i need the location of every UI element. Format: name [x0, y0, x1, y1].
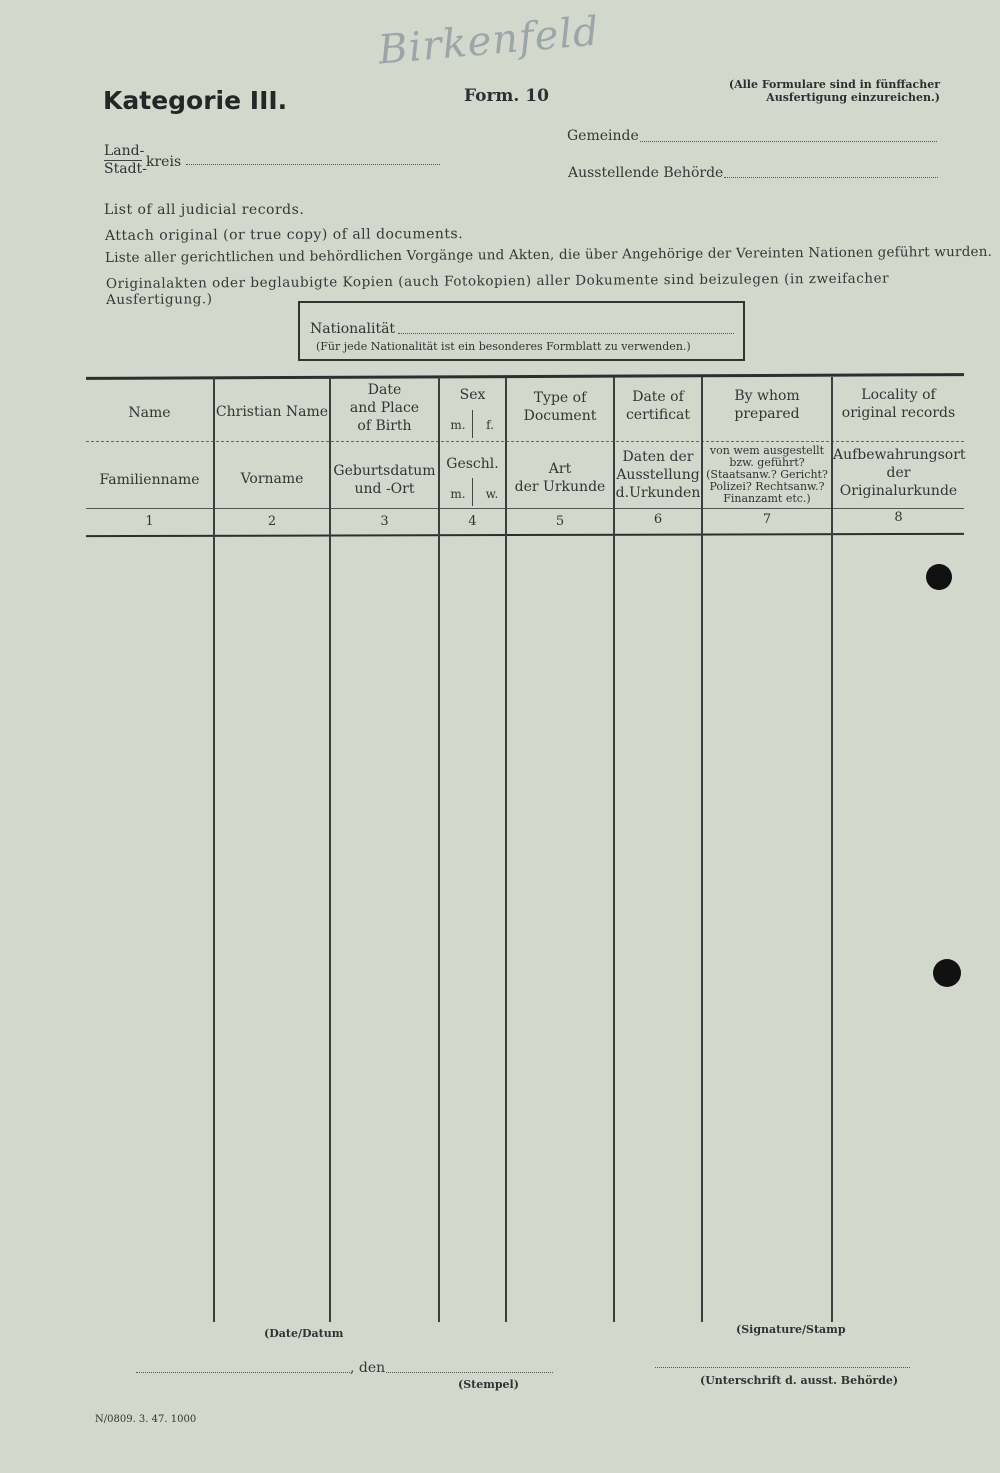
- sex-f-en: f.: [486, 418, 494, 432]
- form-category-title: Kategorie III.: [103, 86, 288, 115]
- col-birth-de: Geburtsdatum und -Ort: [333, 463, 436, 497]
- col-number: 5: [555, 514, 565, 529]
- form-code: N/0809. 3. 47. 1000: [95, 1414, 197, 1425]
- behoerde-field[interactable]: [724, 177, 938, 178]
- col-name-en: Name: [128, 405, 171, 421]
- col-name-de: Familienname: [99, 472, 200, 488]
- col-prepared-en: By whom prepared: [734, 388, 800, 422]
- form-number: Form. 10: [464, 86, 549, 106]
- copies-note-line2: Ausfertigung einzureichen.): [766, 91, 940, 104]
- col-christian-name-en: Christian Name: [215, 404, 329, 420]
- col-doctype-de: Art der Urkunde: [514, 461, 606, 495]
- instruction-en-2: Attach original (or true copy) of all documents.: [104, 226, 464, 244]
- sex-w-de: w.: [485, 487, 499, 501]
- col-prepared-de: von wem ausgestellt bzw. geführt? (Staatsanw.? Gericht? Polizei? Rechtsanw.? Finanzamt etc.): [706, 444, 828, 505]
- land-label: Land-: [104, 143, 145, 159]
- col-date-cert-en: Date of certificat: [625, 389, 691, 423]
- col-sex-en: Sex: [459, 387, 486, 403]
- nationality-label: Nationalität: [310, 321, 396, 337]
- kreis-label: kreis: [146, 154, 182, 170]
- instruction-de-2: Originalakten oder beglaubigte Kopien (auch Fotokopien) aller Dokumente sind beizulegen (in zweifacher Ausfertigung.): [105, 270, 890, 308]
- stempel-label: (Stempel): [458, 1378, 519, 1391]
- col-date-cert-de: Daten der Ausstellung d.Urkunden: [615, 449, 701, 501]
- col-number: 7: [762, 512, 772, 527]
- nationality-box: [298, 301, 745, 361]
- signature-field[interactable]: [655, 1367, 910, 1368]
- instruction-de-1: Liste aller gerichtlichen und behördlichen Vorgänge und Akten, die über Angehörige der Vereinten Nationen geführt wurden.: [104, 243, 993, 266]
- gemeinde-field[interactable]: [640, 141, 937, 142]
- instruction-en-1: List of all judicial records.: [104, 202, 305, 218]
- sex-m-en: m.: [450, 418, 466, 432]
- punch-hole: [926, 564, 952, 590]
- kreis-field[interactable]: [186, 164, 440, 165]
- land-stadt-label: [104, 143, 147, 178]
- sex-divider: [472, 410, 473, 438]
- punch-hole: [933, 959, 961, 987]
- date-field[interactable]: [386, 1372, 553, 1373]
- sex-m-de: m.: [450, 487, 466, 501]
- col-number: 1: [145, 514, 154, 529]
- date-label: (Date/Datum: [264, 1327, 344, 1340]
- gemeinde-label: Gemeinde: [567, 128, 639, 144]
- col-number: 3: [380, 514, 389, 529]
- den-label: , den: [350, 1360, 386, 1376]
- nationality-field[interactable]: [398, 333, 734, 334]
- col-locality-de: Aufbewahrungsort der Originalurkunde: [833, 447, 966, 499]
- copies-note-line1: (Alle Formulare sind in fünffacher: [728, 78, 940, 91]
- col-christian-name-de: Vorname: [240, 471, 304, 487]
- copies-note: [700, 78, 940, 104]
- stadt-label: Stadt-: [104, 161, 147, 177]
- behoerde-label: Ausstellende Behörde: [568, 165, 724, 181]
- col-number: 2: [267, 514, 277, 529]
- unterschrift-label: (Unterschrift d. ausst. Behörde): [700, 1374, 899, 1387]
- signature-label: (Signature/Stamp: [736, 1323, 846, 1336]
- col-locality-en: Locality of original records: [841, 387, 956, 421]
- place-field[interactable]: [136, 1372, 350, 1373]
- sex-divider-de: [472, 478, 473, 506]
- col-number: 6: [653, 512, 663, 527]
- col-doctype-en: Type of Document: [523, 390, 597, 424]
- col-birth-en: Date and Place of Birth: [349, 382, 420, 434]
- col-sex-de: Geschl.: [446, 456, 499, 472]
- nationality-hint: (Für jede Nationalität ist ein besonderes Formblatt zu verwenden.): [316, 340, 691, 353]
- col-number: 8: [894, 510, 903, 525]
- col-number: 4: [468, 514, 477, 529]
- records-table: [86, 372, 964, 1332]
- handwritten-place-name: Birkenfeld: [376, 8, 602, 74]
